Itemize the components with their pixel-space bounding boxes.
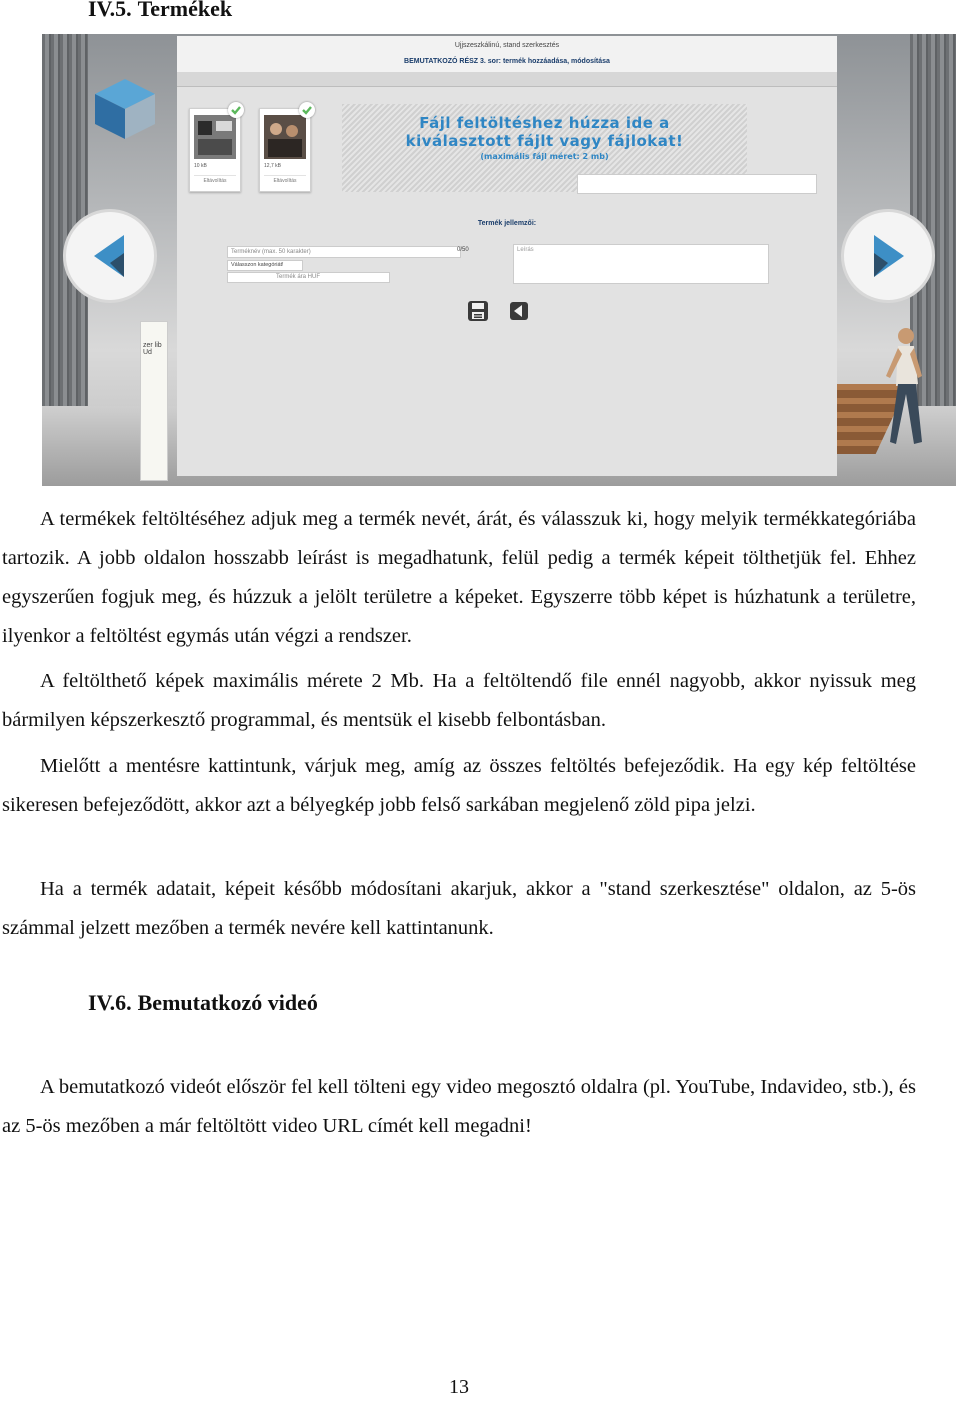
paragraph: Ha a termék adatait, képeit később módosítani akarjuk, akkor a "stand szerkesztése" oldalon, az 5-ös számmal jelzett mezőben a termék nevére kell kattintanunk. [2, 878, 916, 939]
back-icon[interactable] [509, 301, 529, 321]
panel-subtitle: BEMUTATKOZÓ RÉSZ 3. sor: termék hozzáadása, módosítása [404, 58, 610, 65]
thumbnail-size: 12,7 kB [264, 163, 281, 169]
price-input[interactable]: Termék ára HUF [227, 272, 390, 283]
drop-zone-line1: Fájl feltöltéshez húzza ide a [419, 114, 670, 132]
paragraph: A feltölthető képek maximális mérete 2 Mb. Ha a feltöltendő file ennél nagyobb, akkor nyissuk meg bármilyen képszerkesztő programmal, és mentsük el kisebb felbontásban. [2, 670, 916, 731]
breadcrumb[interactable]: Ujjszeszkálinú, stand szerkesztés [454, 42, 560, 49]
section-title: Termékek [137, 0, 233, 21]
info-board: zer lib Ud [140, 321, 168, 481]
drop-zone-line2: kiválasztott fájlt vagy fájlokat! [405, 132, 684, 150]
cube-logo-icon [90, 74, 160, 144]
panel-nav-bar [177, 72, 837, 87]
check-icon [299, 102, 315, 118]
section-heading-products [88, 0, 232, 22]
image-thumbnail [189, 108, 241, 192]
paragraph: Mielőtt a mentésre kattintunk, várjuk meg, amíg az összes feltöltés befejeződik. Ha egy kép feltöltése sikeresen befejeződött, akkor azt a bélyegkép jobb felső sarkában megjelenő zöld pipa jelzi. [2, 755, 916, 816]
paragraph: A bemutatkozó videót először fel kell tölteni egy video megosztó oldalra (pl. YouTube, Indavideo, stb.), és az 5-ös mezőben a már feltöltött video URL címét kell megadni! [2, 1076, 916, 1137]
thumbnail-image [194, 115, 236, 159]
previous-arrow-button[interactable] [66, 212, 154, 300]
remove-image-button[interactable]: Eltávolítás [264, 175, 306, 186]
section-number: IV.5. [88, 0, 132, 21]
upload-status-field [577, 174, 817, 194]
section-heading-video [88, 990, 318, 1016]
thumbnail-image [264, 115, 306, 159]
save-icon[interactable] [467, 300, 489, 322]
panel-header [177, 36, 837, 72]
walking-person-figure [862, 324, 942, 454]
image-thumbnail [259, 108, 311, 192]
check-icon [228, 102, 244, 118]
thumbnail-size: 10 kB [194, 163, 207, 169]
remove-image-button[interactable]: Eltávolítás [194, 175, 236, 186]
section-number: IV.6. [88, 990, 132, 1015]
arrow-left-icon [90, 231, 130, 281]
product-name-input[interactable]: Terméknév (max. 50 karakter) [227, 246, 461, 258]
description-textarea[interactable]: Leírás [513, 244, 769, 284]
section-title: Bemutatkozó videó [137, 990, 318, 1015]
paragraph: A termékek feltöltéséhez adjuk meg a termék nevét, árát, és válasszuk ki, hogy melyik termékkategóriába tartozik. A jobb oldalon hosszabb leírást is megadhatunk, felül pedig a termék képeit tölthetjük fel. Ehhez egyszerűen fogjuk meg, és húzzuk a jelölt területre a képeket. Egyszerre több képet is húzhatunk a területre, ilyenkor a feltöltést egymás után végzi a rendszer. [2, 508, 916, 647]
name-char-counter: 0/50 [457, 247, 469, 253]
drop-zone-max-size: (maximális fájl méret: 2 mb) [480, 152, 609, 161]
editor-panel [177, 36, 837, 476]
features-title: Termék jellemzői: [477, 220, 537, 227]
category-select[interactable]: Válasszon kategóriát! [227, 260, 303, 271]
product-editor-screenshot [42, 34, 956, 486]
arrow-right-icon [868, 231, 908, 281]
page-number: 13 [449, 1376, 469, 1398]
next-arrow-button[interactable] [844, 212, 932, 300]
